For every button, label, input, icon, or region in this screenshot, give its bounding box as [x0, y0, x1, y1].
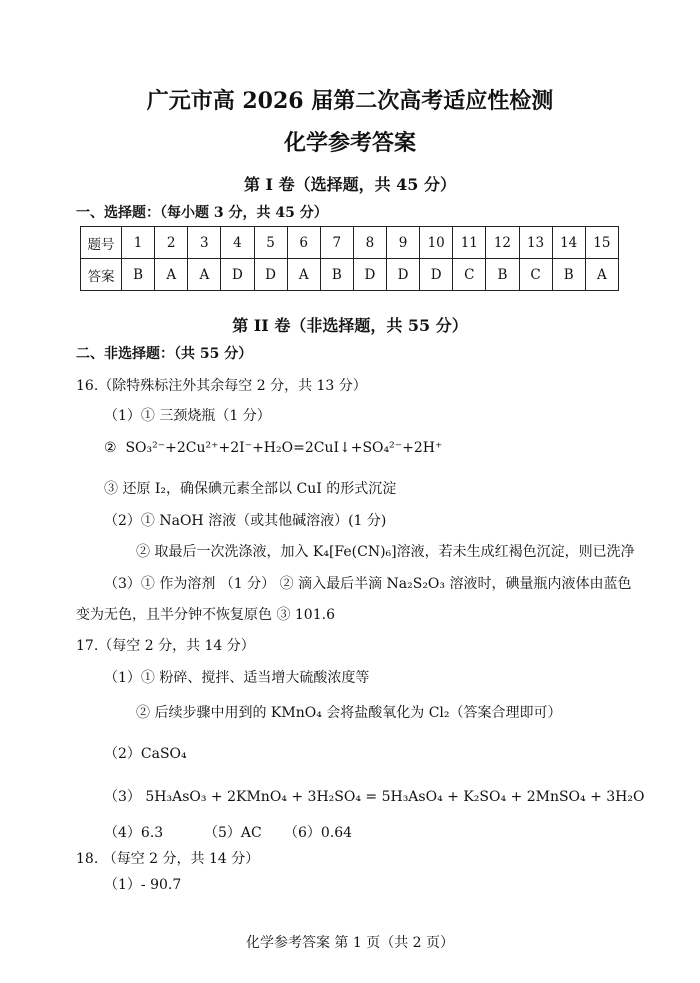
q16-part2-1: （2）① NaOH 溶液（或其他碱溶液）(1 分)	[104, 513, 387, 529]
answer-cell: B	[486, 259, 519, 291]
answer-cell: A	[585, 259, 618, 291]
page-footer: 化学参考答案 第 1 页（共 2 页）	[245, 935, 455, 951]
q17-part6: （6）0.64	[284, 825, 353, 841]
answer-cell: D	[353, 259, 386, 291]
part2-heading: 第 II 卷（非选择题，共 55 分）	[232, 316, 468, 335]
q17-part2: （2）CaSO₄	[104, 746, 187, 762]
q17-part1-1: （1）① 粉碎、搅拌、适当增大硫酸浓度等	[104, 670, 370, 686]
question-number: 1	[122, 227, 155, 259]
answer-cell: A	[287, 259, 320, 291]
q16-part1-3: ③ 还原 I₂，确保碘元素全部以 CuI 的形式沉淀	[104, 481, 397, 497]
question-number: 8	[353, 227, 386, 259]
answer-cell: D	[387, 259, 420, 291]
question-number: 3	[188, 227, 221, 259]
q16-part3-1: （3）① 作为溶剂 （1 分） ② 滴入最后半滴 Na₂S₂O₃ 溶液时，碘量瓶内液体由蓝色	[104, 576, 632, 592]
question-number: 15	[585, 227, 618, 259]
answer-cell: B	[552, 259, 585, 291]
row-label-number: 题号	[81, 227, 122, 259]
q16-part2-2: ② 取最后一次洗涤液，加入 K₄[Fe(CN)₆]溶液，若未生成红褐色沉淀，则已洗净	[136, 544, 635, 560]
q16-part1-1: （1）① 三颈烧瓶（1 分）	[104, 408, 271, 424]
ionic-equation: SO₃²⁻+2Cu²⁺+2I⁻+H₂O=2CuI↓+SO₄²⁻+2H⁺	[125, 440, 443, 456]
q18-part1: （1）- 90.7	[104, 877, 182, 893]
question-number: 11	[453, 227, 486, 259]
document-title: 广元市高 2026 届第二次高考适应性检测	[146, 88, 554, 114]
question-number: 6	[287, 227, 320, 259]
section2-heading: 二、非选择题：（共 55 分）	[76, 346, 253, 362]
question-number: 2	[155, 227, 188, 259]
q16-part1-2	[104, 440, 442, 456]
question-number: 4	[221, 227, 254, 259]
q16-part3-2: 变为无色，且半分钟不恢复原色 ③ 101.6	[76, 607, 335, 623]
q17-heading: 17.（每空 2 分，共 14 分）	[76, 638, 255, 654]
answer-cell: A	[155, 259, 188, 291]
question-number: 14	[552, 227, 585, 259]
question-number: 9	[387, 227, 420, 259]
answer-cell: C	[453, 259, 486, 291]
q17-part1-2: ② 后续步骤中用到的 KMnO₄ 会将盐酸氧化为 Cl₂（答案合理即可）	[136, 705, 562, 721]
answer-cell: B	[122, 259, 155, 291]
answer-row	[81, 259, 619, 291]
question-number: 12	[486, 227, 519, 259]
answer-cell: D	[254, 259, 287, 291]
part1-heading: 第 I 卷（选择题，共 45 分）	[243, 175, 457, 194]
q18-heading: 18. （每空 2 分，共 14 分）	[76, 851, 260, 867]
question-number: 7	[320, 227, 353, 259]
document-subtitle: 化学参考答案	[283, 130, 416, 156]
answer-cell: D	[420, 259, 453, 291]
answer-cell: D	[221, 259, 254, 291]
answer-cell: C	[519, 259, 552, 291]
answer-table	[80, 226, 619, 291]
question-number: 5	[254, 227, 287, 259]
q17-part4: （4）6.3	[104, 825, 164, 841]
question-number: 13	[519, 227, 552, 259]
q17-part5: （5）AC	[204, 825, 262, 841]
answer-cell: B	[320, 259, 353, 291]
section1-heading: 一、选择题：（每小题 3 分，共 45 分）	[76, 205, 328, 221]
answer-cell: A	[188, 259, 221, 291]
question-number: 10	[420, 227, 453, 259]
question-number-row	[81, 227, 619, 259]
row-label-answer: 答案	[81, 259, 122, 291]
q16-part1-2-marker: ②	[104, 440, 117, 456]
q16-heading: 16.（除特殊标注外其余每空 2 分，共 13 分）	[76, 378, 367, 394]
q17-part3-equation: （3） 5H₃AsO₃ + 2KMnO₄ + 3H₂SO₄ = 5H₃AsO₄ + K₂SO₄ + 2MnSO₄ + 3H₂O	[104, 789, 645, 805]
